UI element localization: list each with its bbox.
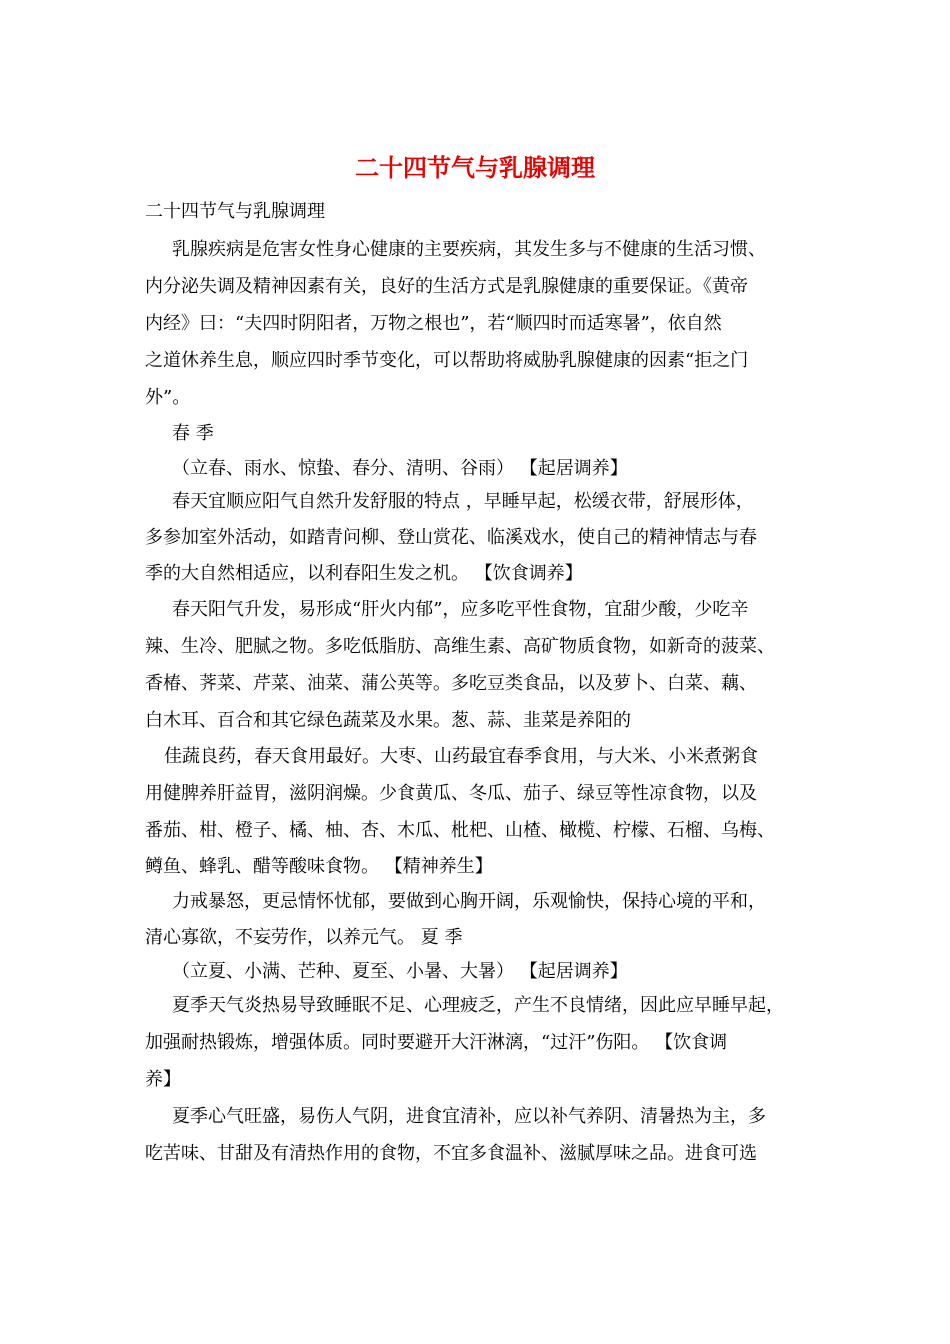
text-line: 春天宜顺应阳气自然升发舒服的特点 ，早睡早起，松缓衣带，舒展形体， [172, 491, 754, 512]
document-subtitle: 二十四节气与乳腺调理 [145, 201, 325, 222]
text-line: 力戒暴怒，更忌情怀忧郁，要做到心胸开阔，乐观愉快，保持心境的平和， [172, 891, 766, 912]
text-line: 外”。 [145, 387, 191, 408]
text-line: 季的大自然相适应，以利春阳生发之机。 【饮食调养】 [145, 563, 583, 584]
text-line: 佳蔬良药，春天食用最好。大枣、山药最宜春季食用，与大米、小米煮粥食 [164, 746, 758, 767]
text-line: 之道休养生息，顺应四时季节变化，可以帮助将威胁乳腺健康的因素“拒之门 [145, 350, 749, 371]
text-line: （立春、雨水、惊蛰、春分、清明、谷雨） 【起居调养】 [172, 458, 628, 479]
text-line: 番茄、柑、橙子、橘、柚、杏、木瓜、枇杷、山楂、橄榄、柠檬、石榴、乌梅、 [145, 820, 775, 841]
text-line: 内分泌失调及精神因素有关，良好的生活方式是乳腺健康的重要保证。《黄帝 [145, 276, 748, 297]
text-line: 鳟鱼、蜂乳、醋等酸味食物。 【精神养生】 [145, 856, 493, 877]
text-line: 加强耐热锻炼，增强体质。同时要避开大汗淋漓，“过汗”伤阳。 【饮食调 [145, 1032, 728, 1053]
text-line: 清心寡欲，不妄劳作，以养元气。 夏 季 [145, 927, 463, 948]
text-line: 春天阳气升发，易形成“肝火内郁”，应多吃平性食物，宜甜少酸，少吃辛 [172, 599, 749, 620]
text-line: 养】 [145, 1069, 181, 1090]
text-line: 吃苦味、甘甜及有清热作用的食物，不宜多食温补、滋腻厚味之品。进食可选 [145, 1143, 757, 1164]
text-line: 白木耳、百合和其它绿色蔬菜及水果。葱、蒜、韭菜是养阳的 [145, 710, 631, 731]
text-line: 乳腺疾病是危害女性身心健康的主要疾病，其发生多与不健康的生活习惯、 [172, 239, 766, 260]
text-line: （立夏、小满、芒种、夏至、小暑、大暑） 【起居调养】 [172, 961, 628, 982]
text-line: 内经》曰：“夫四时阴阳者，万物之根也”，若“顺四时而适寒暑”，依自然 [145, 313, 722, 334]
text-line: 辣、生冷、肥腻之物。多吃低脂肪、高维生素、高矿物质食物，如新奇的菠菜、 [145, 636, 775, 657]
section-heading-spring: 春 季 [172, 423, 214, 444]
document-title: 二十四节气与乳腺调理 [355, 153, 595, 182]
text-line: 夏季天气炎热易导致睡眠不足、心理疲乏，产生不良情绪，因此应早睡早起， [172, 995, 784, 1016]
text-line: 多参加室外活动，如踏青问柳、登山赏花、临溪戏水，使自己的精神情志与春 [145, 527, 757, 548]
text-line: 用健脾养肝益胃，滋阴润燥。少食黄瓜、冬瓜、茄子、绿豆等性凉食物，以及 [145, 783, 757, 804]
text-line: 香椿、荠菜、芹菜、油菜、蒲公英等。多吃豆类食品，以及萝卜、白菜、藕、 [145, 673, 757, 694]
text-line: 夏季心气旺盛，易伤人气阴，进食宜清补，应以补气养阴、清暑热为主，多 [172, 1106, 766, 1127]
